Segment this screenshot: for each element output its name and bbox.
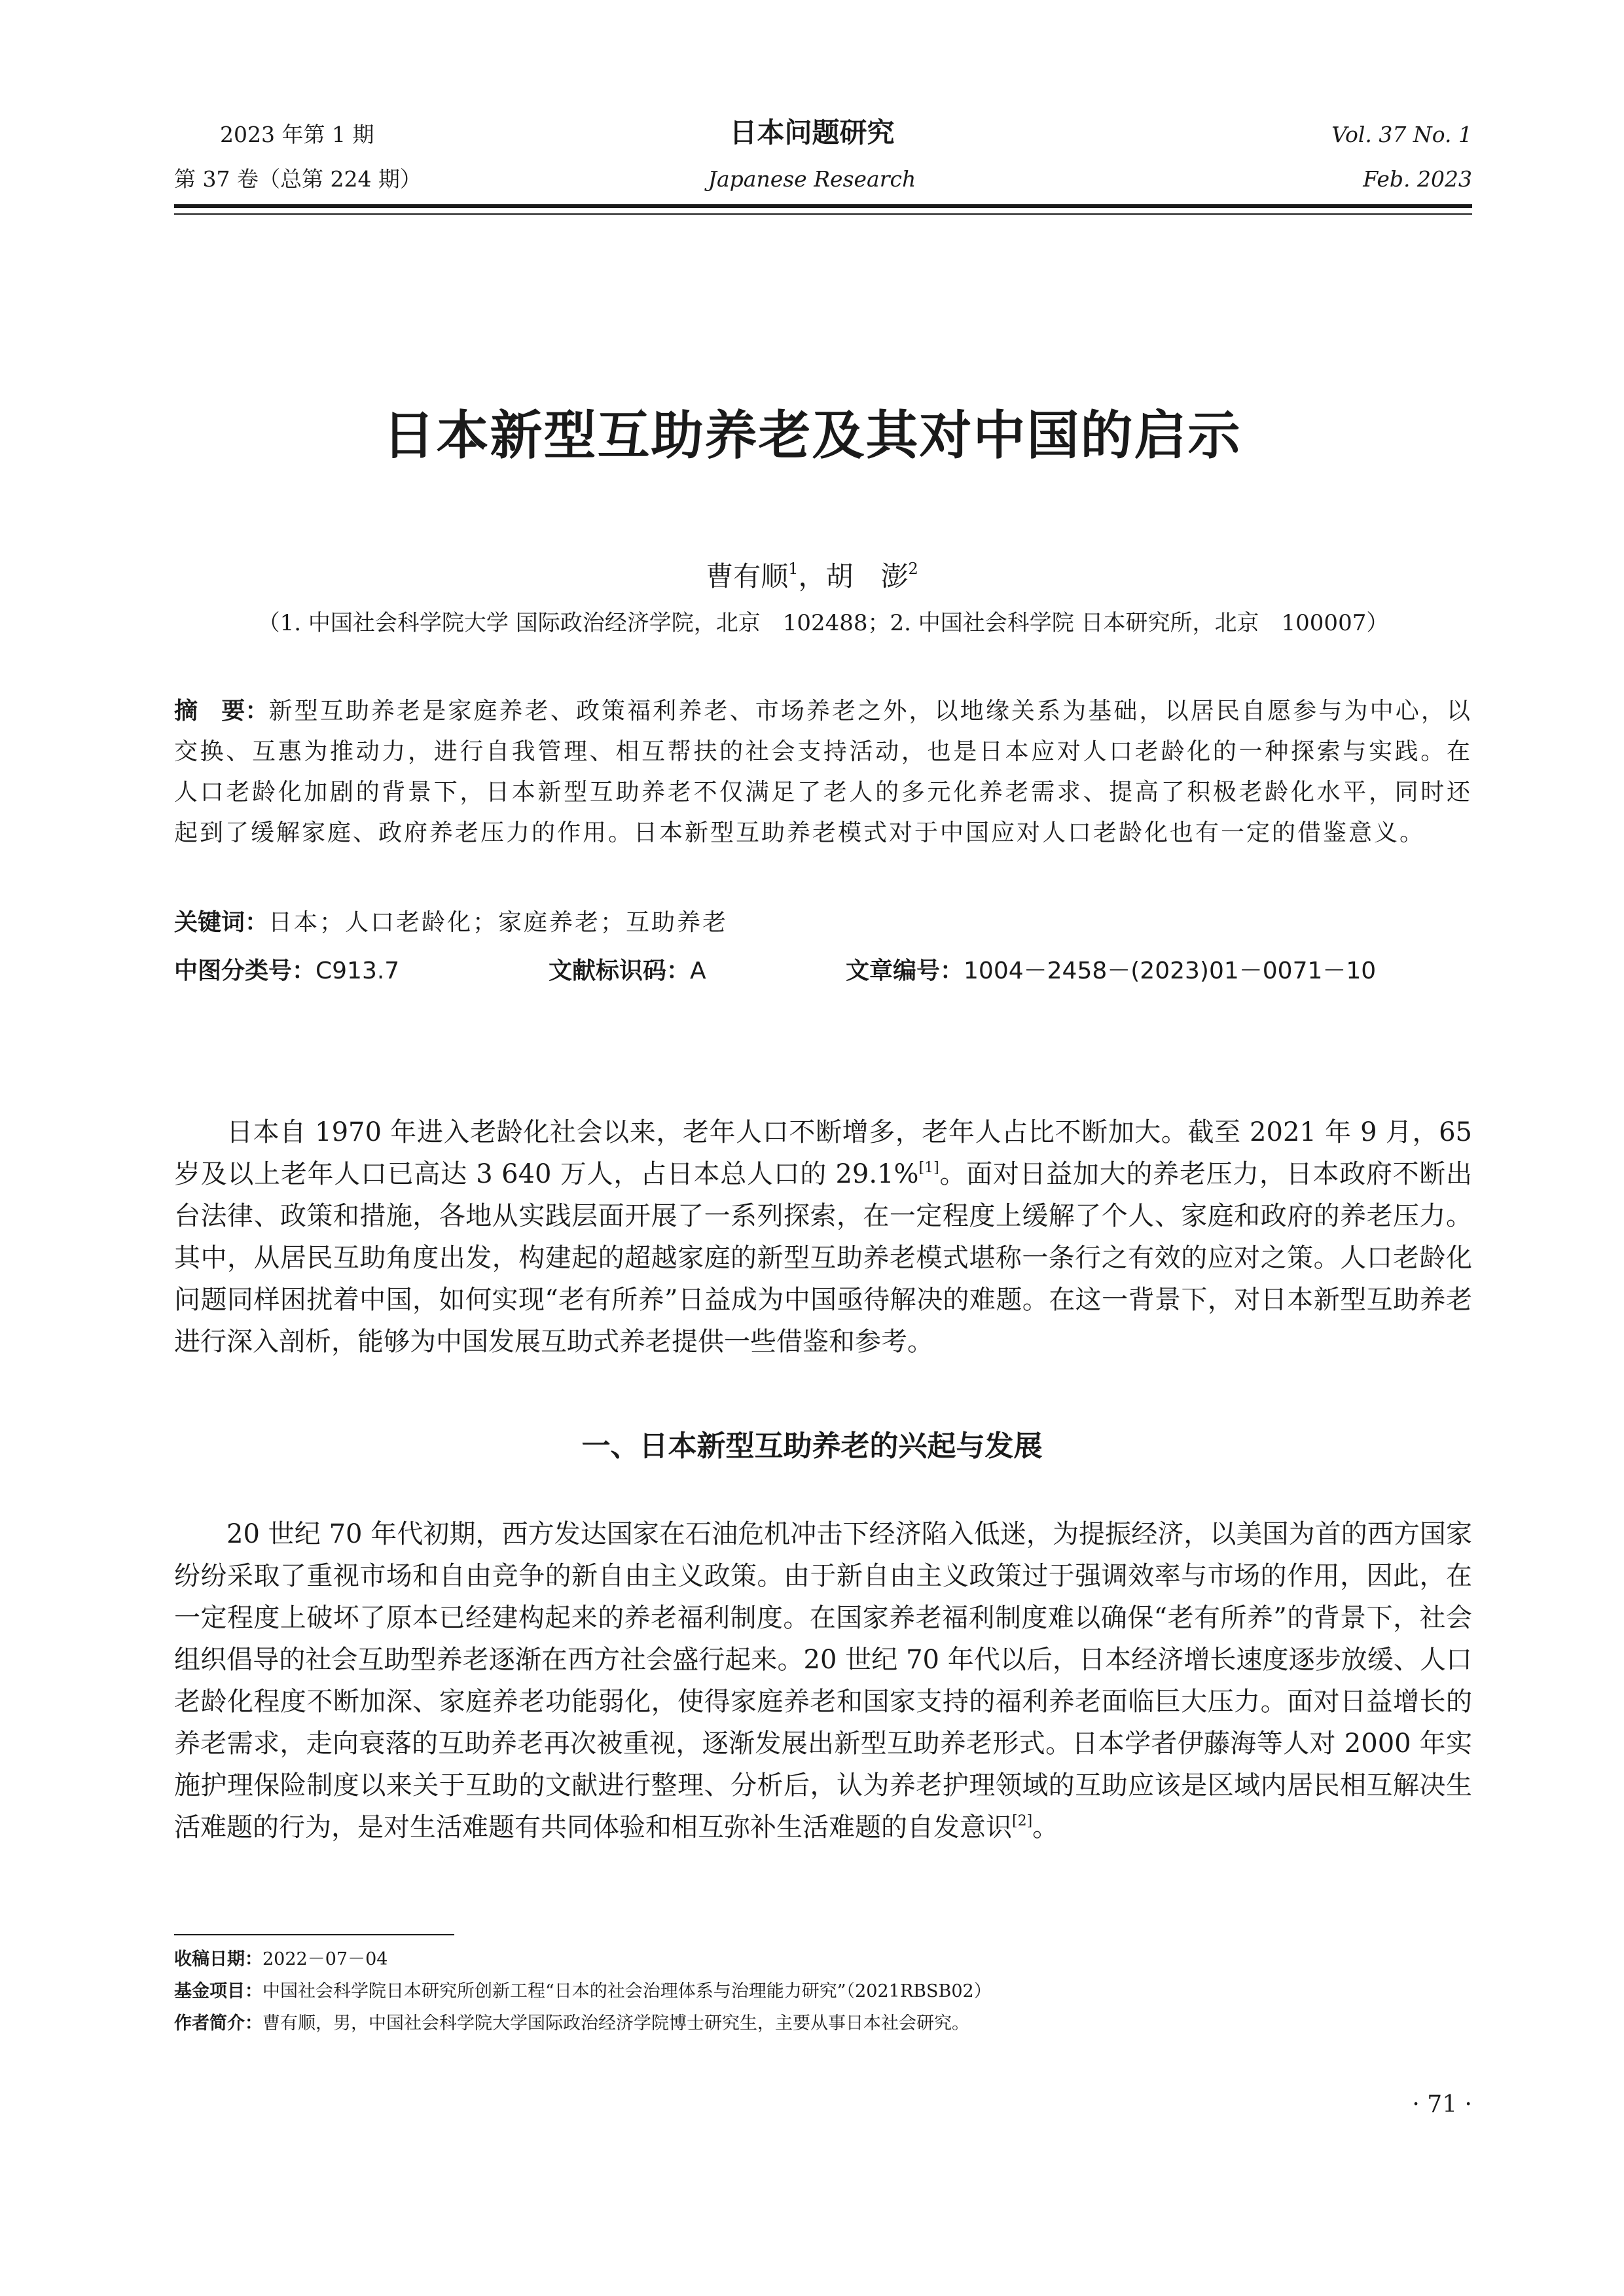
doc-code-field xyxy=(549,953,706,990)
article-no-value: 1004－2458－(2023)01－0071－10 xyxy=(964,958,1377,984)
clc-label: 中图分类号： xyxy=(174,958,316,984)
footnote-author-bio xyxy=(174,2011,969,2036)
fund-text: 中国社会科学院日本研究所创新工程“日本的社会治理体系与治理能力研究”（2021RBSB02） xyxy=(262,1981,992,2001)
paragraph-text: 。面对日益加大的养老压力，日本政府不断出台法律、政策和措施，各地从实践层面开展了一系列探索，在一定程度上缓解了个人、家庭和政府的养老压力。其中，从居民互助角度出发，构建起的超越家庭的新型互助养老模式堪称一条行之有效的应对之策。人口老龄化问题同样困扰着中国，如何实现“老有所养”日益成为中国亟待解决的难题。在这一背景下，对日本新型互助养老进行深入剖析，能够为中国发展互助式养老提供一些借鉴和参考。 xyxy=(174,1159,1472,1357)
header-volume: 第 37 卷（总第 224 期） xyxy=(174,166,422,192)
journal-name: 日本问题研究 xyxy=(729,117,895,149)
author-bio-label: 作者简介： xyxy=(174,2013,262,2034)
author-name: 曹有顺 xyxy=(706,560,789,592)
header-rule-thick xyxy=(174,204,1472,208)
paragraph-text: 日本自 1970 年进入老龄化社会以来，老年人口不断增多，老年人占比不断加大。截至 2021 年 9 月，65 岁及以上老年人口已高达 3 640 万人，占日本总人口的 29.1% xyxy=(174,1117,1472,1189)
section-heading: 一、日本新型互助养老的兴起与发展 xyxy=(581,1429,1043,1463)
article-title: 日本新型互助养老及其对中国的启示 xyxy=(382,405,1242,466)
header-vol-no: Vol. 37 No. 1 xyxy=(1331,122,1472,147)
keywords xyxy=(174,905,728,941)
abstract-text: 新型互助养老是家庭养老、政策福利养老、市场养老之外，以地缘关系为基础，以居民自愿参与为中心，以交换、互惠为推动力，进行自我管理、相互帮扶的社会支持活动，也是日本应对人口老龄化的一种探索与实践。在人口老龄化加剧的背景下，日本新型互助养老不仅满足了老人的多元化养老需求、提高了积极老龄化水平，同时还起到了缓解家庭、政府养老压力的作用。日本新型互助养老模式对于中国应对人口老龄化也有一定的借鉴意义。 xyxy=(174,698,1472,846)
header-rule-thin xyxy=(174,213,1472,215)
footnote-rule xyxy=(174,1934,454,1935)
affiliation-mark: 1 xyxy=(788,560,799,578)
doc-code-label: 文献标识码： xyxy=(549,958,691,984)
received-label: 收稿日期： xyxy=(174,1949,262,1969)
header-date: Feb. 2023 xyxy=(1363,166,1472,192)
body-paragraph-2 xyxy=(174,1513,1472,1848)
received-date: 2022－07－04 xyxy=(262,1949,388,1969)
author-bio-text: 曹有顺，男，中国社会科学院大学国际政治经济学院博士研究生，主要从事日本社会研究。 xyxy=(262,2013,969,2034)
footnote-received xyxy=(174,1947,388,1972)
abstract-label: 摘 要： xyxy=(174,698,269,725)
abstract xyxy=(174,691,1472,853)
footnote-fund xyxy=(174,1979,992,2004)
author-separator: ， xyxy=(798,560,826,592)
paragraph-text: 20 世纪 70 年代初期，西方发达国家在石油危机冲击下经济陷入低迷，为提振经济，以美国为首的西方国家纷纷采取了重视市场和自由竞争的新自由主义政策。由于新自由主义政策过于强调效率与市场的作用，因此，在一定程度上破坏了原本已经建构起来的养老福利制度。在国家养老福利制度难以确保“老有所养”的背景下，社会组织倡导的社会互助型养老逐渐在西方社会盛行起来。20 世纪 70 年代以后，日本经济增长速度逐步放缓、人口老龄化程度不断加深、家庭养老功能弱化，使得家庭养老和国家支持的福利养老面临巨大压力。面对日益增长的养老需求，走向衰落的互助养老再次被重视，逐渐发展出新型互助养老形式。日本学者伊藤海等人对 2000 年实施护理保险制度以来关于互助的文献进行整理、分析后，认为养老护理领域的互助应该是区域内居民相互解决生活难题的行为，是对生活难题有共同体验和相互弥补生活难题的自发意识 xyxy=(174,1519,1472,1842)
doc-code-value: A xyxy=(690,958,706,984)
article-no-field xyxy=(846,953,1376,990)
keywords-label: 关键词： xyxy=(174,909,269,936)
header-issue: 2023 年第 1 期 xyxy=(220,122,374,147)
clc-field xyxy=(174,953,399,990)
citation-mark: [1] xyxy=(918,1160,939,1176)
classification-row xyxy=(174,953,1472,990)
citation-mark: [2] xyxy=(1012,1813,1033,1829)
fund-label: 基金项目： xyxy=(174,1981,262,2001)
author-name: 胡 澎 xyxy=(825,560,909,592)
body-paragraph-1 xyxy=(174,1111,1472,1363)
page-number: · 71 · xyxy=(1412,2091,1472,2118)
clc-value: C913.7 xyxy=(316,958,400,984)
affiliation-mark: 2 xyxy=(908,560,918,578)
journal-name-en: Japanese Research xyxy=(708,166,916,192)
article-no-label: 文章编号： xyxy=(846,958,964,984)
paragraph-text: 。 xyxy=(1032,1812,1059,1842)
affiliations: （1. 中国社会科学院大学 国际政治经济学院，北京 102488；2. 中国社会科学院 日本研究所，北京 100007） xyxy=(257,610,1389,636)
keywords-text: 日本；人口老龄化；家庭养老；互助养老 xyxy=(268,909,729,936)
author-line xyxy=(0,560,1624,594)
